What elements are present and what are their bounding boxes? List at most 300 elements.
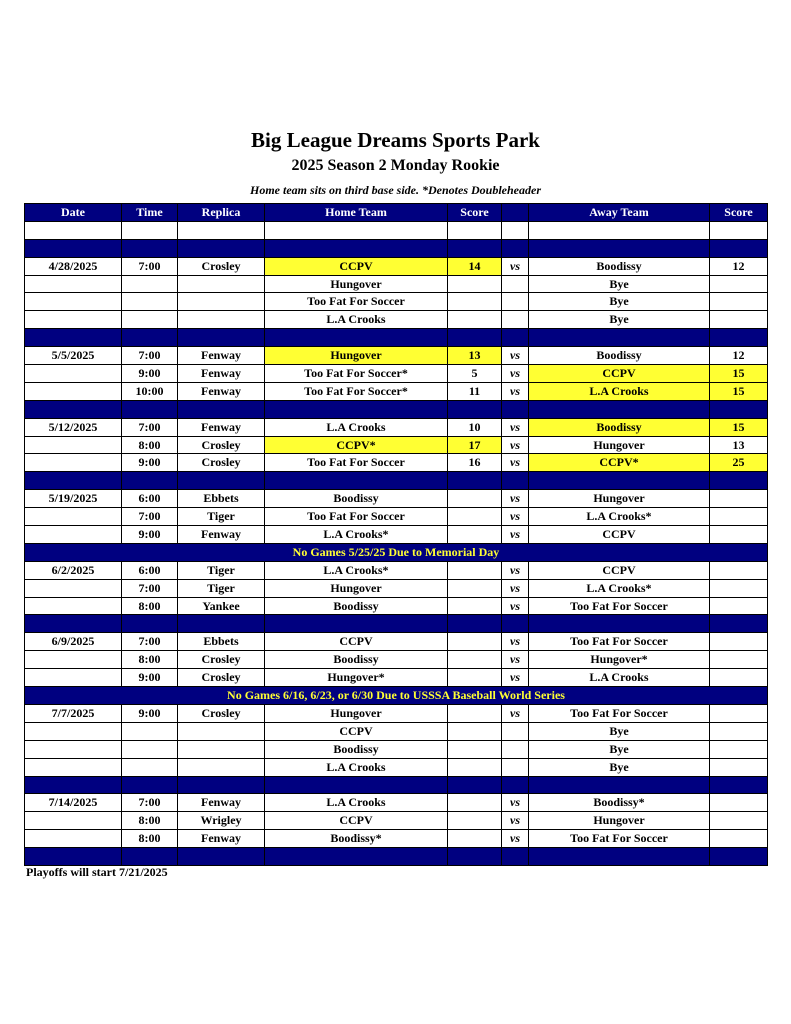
away-team-cell: Too Fat For Soccer xyxy=(529,597,710,615)
replica-cell: Crosley xyxy=(178,669,265,687)
date-cell xyxy=(25,722,122,740)
home-team-cell: CCPV xyxy=(265,633,448,651)
vs-cell: vs xyxy=(502,794,529,812)
vs-cell: vs xyxy=(502,633,529,651)
home-score-cell xyxy=(448,830,502,848)
separator-cell xyxy=(502,400,529,418)
vs-cell: vs xyxy=(502,347,529,365)
away-team-cell: CCPV* xyxy=(529,454,710,472)
separator-cell xyxy=(529,776,710,794)
replica-cell: Crosley xyxy=(178,257,265,275)
away-score-cell xyxy=(710,561,768,579)
home-score-cell xyxy=(448,794,502,812)
home-team-cell: Too Fat For Soccer xyxy=(265,508,448,526)
vs-cell: vs xyxy=(502,830,529,848)
blank-cell xyxy=(448,221,502,239)
replica-cell: Crosley xyxy=(178,704,265,722)
week-separator-row xyxy=(25,472,768,490)
game-row xyxy=(25,740,768,758)
separator-cell xyxy=(502,329,529,347)
home-score-cell: 5 xyxy=(448,365,502,383)
vs-cell: vs xyxy=(502,257,529,275)
replica-cell: Ebbets xyxy=(178,633,265,651)
away-score-cell xyxy=(710,651,768,669)
blank-cell xyxy=(178,221,265,239)
vs-cell xyxy=(502,758,529,776)
replica-cell xyxy=(178,311,265,329)
away-score-cell xyxy=(710,275,768,293)
separator-cell xyxy=(529,615,710,633)
date-cell xyxy=(25,293,122,311)
away-score-cell: 12 xyxy=(710,347,768,365)
away-score-cell: 15 xyxy=(710,365,768,383)
game-row xyxy=(25,758,768,776)
separator-cell xyxy=(265,615,448,633)
blank-cell xyxy=(265,221,448,239)
home-team-cell: L.A Crooks xyxy=(265,794,448,812)
away-score-cell: 15 xyxy=(710,382,768,400)
away-team-cell: L.A Crooks xyxy=(529,669,710,687)
no-games-notice: No Games 6/16, 6/23, or 6/30 Due to USSSA Baseball World Series xyxy=(25,687,768,705)
away-team-cell: Boodissy* xyxy=(529,794,710,812)
separator-cell xyxy=(122,776,178,794)
home-score-cell xyxy=(448,740,502,758)
blank-cell xyxy=(122,221,178,239)
replica-cell: Fenway xyxy=(178,382,265,400)
home-score-cell xyxy=(448,508,502,526)
home-team-cell: L.A Crooks* xyxy=(265,561,448,579)
vs-cell: vs xyxy=(502,508,529,526)
home-score-cell xyxy=(448,704,502,722)
away-score-cell xyxy=(710,722,768,740)
away-team-cell: Too Fat For Soccer xyxy=(529,633,710,651)
vs-cell xyxy=(502,722,529,740)
home-score-cell: 10 xyxy=(448,418,502,436)
home-score-cell: 13 xyxy=(448,347,502,365)
separator-cell xyxy=(502,472,529,490)
date-cell: 4/28/2025 xyxy=(25,257,122,275)
separator-cell xyxy=(710,400,768,418)
separator-cell xyxy=(529,329,710,347)
replica-cell: Fenway xyxy=(178,365,265,383)
home-team-cell: L.A Crooks xyxy=(265,758,448,776)
away-team-cell: L.A Crooks* xyxy=(529,508,710,526)
replica-cell xyxy=(178,293,265,311)
home-score-cell xyxy=(448,275,502,293)
replica-cell: Fenway xyxy=(178,830,265,848)
replica-cell: Fenway xyxy=(178,418,265,436)
away-score-cell xyxy=(710,293,768,311)
week-separator-row xyxy=(25,848,768,866)
header-home-score: Score xyxy=(448,204,502,222)
playoffs-note: Playoffs will start 7/21/2025 xyxy=(26,865,168,879)
game-row xyxy=(25,382,768,400)
home-score-cell xyxy=(448,758,502,776)
home-team-cell: Too Fat For Soccer* xyxy=(265,365,448,383)
vs-cell: vs xyxy=(502,454,529,472)
game-row xyxy=(25,526,768,544)
away-score-cell xyxy=(710,812,768,830)
separator-cell xyxy=(529,472,710,490)
time-cell xyxy=(122,293,178,311)
vs-cell: vs xyxy=(502,436,529,454)
separator-cell xyxy=(122,615,178,633)
separator-cell xyxy=(529,239,710,257)
vs-cell: vs xyxy=(502,704,529,722)
vs-cell: vs xyxy=(502,651,529,669)
time-cell: 7:00 xyxy=(122,508,178,526)
separator-cell xyxy=(710,776,768,794)
date-cell xyxy=(25,436,122,454)
week-separator-row xyxy=(25,615,768,633)
home-team-cell: Boodissy xyxy=(265,597,448,615)
date-cell xyxy=(25,579,122,597)
game-row xyxy=(25,311,768,329)
time-cell: 9:00 xyxy=(122,704,178,722)
separator-cell xyxy=(25,615,122,633)
time-cell xyxy=(122,740,178,758)
home-team-cell: CCPV* xyxy=(265,436,448,454)
date-cell xyxy=(25,275,122,293)
separator-cell xyxy=(265,472,448,490)
game-row xyxy=(25,794,768,812)
separator-cell xyxy=(178,400,265,418)
home-score-cell: 11 xyxy=(448,382,502,400)
separator-cell xyxy=(710,329,768,347)
away-score-cell xyxy=(710,579,768,597)
home-team-cell: Boodissy* xyxy=(265,830,448,848)
header-time: Time xyxy=(122,204,178,222)
time-cell: 7:00 xyxy=(122,579,178,597)
away-team-cell: L.A Crooks xyxy=(529,382,710,400)
away-team-cell: Hungover xyxy=(529,436,710,454)
time-cell: 6:00 xyxy=(122,561,178,579)
header-vs xyxy=(502,204,529,222)
header-date: Date xyxy=(25,204,122,222)
game-row xyxy=(25,669,768,687)
separator-cell xyxy=(178,615,265,633)
game-row xyxy=(25,275,768,293)
away-team-cell: L.A Crooks* xyxy=(529,579,710,597)
away-team-cell: Too Fat For Soccer xyxy=(529,704,710,722)
separator-cell xyxy=(122,329,178,347)
separator-cell xyxy=(25,472,122,490)
week-separator-row xyxy=(25,329,768,347)
separator-cell xyxy=(122,472,178,490)
home-team-cell: Too Fat For Soccer xyxy=(265,293,448,311)
time-cell: 9:00 xyxy=(122,526,178,544)
separator-cell xyxy=(448,776,502,794)
game-row xyxy=(25,454,768,472)
away-team-cell: Bye xyxy=(529,740,710,758)
away-score-cell xyxy=(710,758,768,776)
schedule-body xyxy=(25,221,768,865)
vs-cell: vs xyxy=(502,597,529,615)
away-team-cell: CCPV xyxy=(529,526,710,544)
separator-cell xyxy=(502,848,529,866)
vs-cell xyxy=(502,275,529,293)
replica-cell: Tiger xyxy=(178,561,265,579)
schedule-header xyxy=(25,204,768,222)
separator-cell xyxy=(25,776,122,794)
home-score-cell xyxy=(448,633,502,651)
game-row xyxy=(25,561,768,579)
replica-cell: Fenway xyxy=(178,347,265,365)
home-team-cell: CCPV xyxy=(265,257,448,275)
date-cell xyxy=(25,597,122,615)
time-cell: 8:00 xyxy=(122,651,178,669)
away-team-cell: Too Fat For Soccer xyxy=(529,830,710,848)
date-cell xyxy=(25,382,122,400)
page-title: Big League Dreams Sports Park xyxy=(251,128,540,152)
home-team-cell: Boodissy xyxy=(265,740,448,758)
game-row xyxy=(25,830,768,848)
date-cell: 5/12/2025 xyxy=(25,418,122,436)
game-row xyxy=(25,633,768,651)
date-cell xyxy=(25,669,122,687)
game-row xyxy=(25,293,768,311)
separator-cell xyxy=(710,239,768,257)
week-separator-row xyxy=(25,400,768,418)
home-score-cell xyxy=(448,597,502,615)
separator-cell xyxy=(25,329,122,347)
game-row xyxy=(25,490,768,508)
separator-cell xyxy=(25,848,122,866)
game-row xyxy=(25,579,768,597)
vs-cell: vs xyxy=(502,561,529,579)
date-cell: 6/9/2025 xyxy=(25,633,122,651)
home-team-cell: Hungover xyxy=(265,579,448,597)
home-score-cell xyxy=(448,651,502,669)
away-score-cell xyxy=(710,794,768,812)
game-row xyxy=(25,704,768,722)
replica-cell: Ebbets xyxy=(178,490,265,508)
week-separator-row xyxy=(25,239,768,257)
away-team-cell: Boodissy xyxy=(529,347,710,365)
separator-cell xyxy=(448,329,502,347)
away-score-cell xyxy=(710,669,768,687)
date-cell: 5/5/2025 xyxy=(25,347,122,365)
date-cell xyxy=(25,508,122,526)
vs-cell: vs xyxy=(502,526,529,544)
date-cell: 7/14/2025 xyxy=(25,794,122,812)
separator-cell xyxy=(178,239,265,257)
replica-cell: Crosley xyxy=(178,651,265,669)
game-row xyxy=(25,597,768,615)
separator-cell xyxy=(265,776,448,794)
separator-cell xyxy=(265,239,448,257)
away-score-cell xyxy=(710,311,768,329)
blank-cell xyxy=(502,221,529,239)
date-cell xyxy=(25,651,122,669)
home-team-cell: L.A Crooks* xyxy=(265,526,448,544)
game-row xyxy=(25,347,768,365)
away-score-cell xyxy=(710,597,768,615)
away-team-cell: Bye xyxy=(529,311,710,329)
away-score-cell: 25 xyxy=(710,454,768,472)
replica-cell xyxy=(178,275,265,293)
home-team-cell: L.A Crooks xyxy=(265,311,448,329)
game-row xyxy=(25,812,768,830)
date-cell xyxy=(25,812,122,830)
separator-cell xyxy=(448,848,502,866)
no-games-notice-row xyxy=(25,543,768,561)
vs-cell: vs xyxy=(502,579,529,597)
home-score-cell xyxy=(448,561,502,579)
time-cell: 9:00 xyxy=(122,454,178,472)
home-score-cell xyxy=(448,722,502,740)
replica-cell: Fenway xyxy=(178,794,265,812)
game-row xyxy=(25,257,768,275)
time-cell: 7:00 xyxy=(122,418,178,436)
time-cell xyxy=(122,758,178,776)
home-team-cell: L.A Crooks xyxy=(265,418,448,436)
home-team-cell: Boodissy xyxy=(265,651,448,669)
schedule-note: Home team sits on third base side. *Denotes Doubleheader xyxy=(250,183,541,197)
home-team-cell: Hungover* xyxy=(265,669,448,687)
home-score-cell xyxy=(448,812,502,830)
away-team-cell: Bye xyxy=(529,275,710,293)
date-cell xyxy=(25,740,122,758)
date-cell xyxy=(25,758,122,776)
time-cell: 7:00 xyxy=(122,347,178,365)
game-row xyxy=(25,722,768,740)
away-team-cell: CCPV xyxy=(529,561,710,579)
time-cell: 7:00 xyxy=(122,633,178,651)
separator-cell xyxy=(448,615,502,633)
vs-cell xyxy=(502,311,529,329)
separator-cell xyxy=(710,472,768,490)
vs-cell: vs xyxy=(502,669,529,687)
replica-cell: Tiger xyxy=(178,508,265,526)
away-team-cell: Boodissy xyxy=(529,418,710,436)
home-team-cell: CCPV xyxy=(265,812,448,830)
separator-cell xyxy=(448,239,502,257)
home-team-cell: CCPV xyxy=(265,722,448,740)
separator-cell xyxy=(502,776,529,794)
blank-cell xyxy=(25,221,122,239)
time-cell: 8:00 xyxy=(122,436,178,454)
away-score-cell: 15 xyxy=(710,418,768,436)
date-cell xyxy=(25,526,122,544)
vs-cell: vs xyxy=(502,365,529,383)
replica-cell xyxy=(178,758,265,776)
home-score-cell xyxy=(448,311,502,329)
time-cell xyxy=(122,311,178,329)
separator-cell xyxy=(122,239,178,257)
vs-cell xyxy=(502,293,529,311)
replica-cell: Yankee xyxy=(178,597,265,615)
replica-cell: Fenway xyxy=(178,526,265,544)
time-cell: 9:00 xyxy=(122,365,178,383)
away-team-cell: Bye xyxy=(529,722,710,740)
home-score-cell xyxy=(448,669,502,687)
time-cell: 8:00 xyxy=(122,597,178,615)
away-team-cell: CCPV xyxy=(529,365,710,383)
home-team-cell: Too Fat For Soccer* xyxy=(265,382,448,400)
away-team-cell: Bye xyxy=(529,293,710,311)
time-cell: 9:00 xyxy=(122,669,178,687)
header-home-team: Home Team xyxy=(265,204,448,222)
time-cell: 8:00 xyxy=(122,830,178,848)
separator-cell xyxy=(122,848,178,866)
separator-cell xyxy=(710,615,768,633)
vs-cell: vs xyxy=(502,490,529,508)
separator-cell xyxy=(178,848,265,866)
away-score-cell xyxy=(710,508,768,526)
separator-cell xyxy=(265,400,448,418)
schedule-table xyxy=(24,203,768,866)
vs-cell: vs xyxy=(502,418,529,436)
separator-cell xyxy=(502,239,529,257)
home-team-cell: Hungover xyxy=(265,275,448,293)
blank-cell xyxy=(529,221,710,239)
away-team-cell: Hungover xyxy=(529,812,710,830)
vs-cell xyxy=(502,740,529,758)
home-team-cell: Boodissy xyxy=(265,490,448,508)
vs-cell: vs xyxy=(502,812,529,830)
date-cell xyxy=(25,830,122,848)
home-team-cell: Hungover xyxy=(265,347,448,365)
game-row xyxy=(25,436,768,454)
separator-cell xyxy=(25,239,122,257)
away-score-cell xyxy=(710,526,768,544)
away-score-cell xyxy=(710,740,768,758)
home-score-cell xyxy=(448,490,502,508)
time-cell: 7:00 xyxy=(122,794,178,812)
away-score-cell: 13 xyxy=(710,436,768,454)
away-team-cell: Hungover* xyxy=(529,651,710,669)
away-score-cell: 12 xyxy=(710,257,768,275)
no-games-notice: No Games 5/25/25 Due to Memorial Day xyxy=(25,543,768,561)
date-cell: 7/7/2025 xyxy=(25,704,122,722)
away-score-cell xyxy=(710,830,768,848)
game-row xyxy=(25,508,768,526)
home-team-cell: Hungover xyxy=(265,704,448,722)
replica-cell xyxy=(178,740,265,758)
separator-cell xyxy=(448,472,502,490)
away-team-cell: Hungover xyxy=(529,490,710,508)
page-subtitle: 2025 Season 2 Monday Rookie xyxy=(291,157,500,174)
home-score-cell xyxy=(448,293,502,311)
separator-cell xyxy=(178,776,265,794)
home-score-cell: 17 xyxy=(448,436,502,454)
time-cell: 7:00 xyxy=(122,257,178,275)
separator-cell xyxy=(448,400,502,418)
separator-cell xyxy=(178,472,265,490)
date-cell xyxy=(25,454,122,472)
replica-cell: Tiger xyxy=(178,579,265,597)
date-cell: 6/2/2025 xyxy=(25,561,122,579)
time-cell xyxy=(122,722,178,740)
separator-cell xyxy=(529,848,710,866)
time-cell: 10:00 xyxy=(122,382,178,400)
separator-cell xyxy=(178,329,265,347)
time-cell xyxy=(122,275,178,293)
game-row xyxy=(25,365,768,383)
separator-cell xyxy=(122,400,178,418)
no-games-notice-row xyxy=(25,687,768,705)
away-team-cell: Bye xyxy=(529,758,710,776)
separator-cell xyxy=(25,400,122,418)
replica-cell: Wrigley xyxy=(178,812,265,830)
home-score-cell: 14 xyxy=(448,257,502,275)
home-team-cell: Too Fat For Soccer xyxy=(265,454,448,472)
date-cell: 5/19/2025 xyxy=(25,490,122,508)
week-separator-row xyxy=(25,776,768,794)
blank-row xyxy=(25,221,768,239)
separator-cell xyxy=(529,400,710,418)
